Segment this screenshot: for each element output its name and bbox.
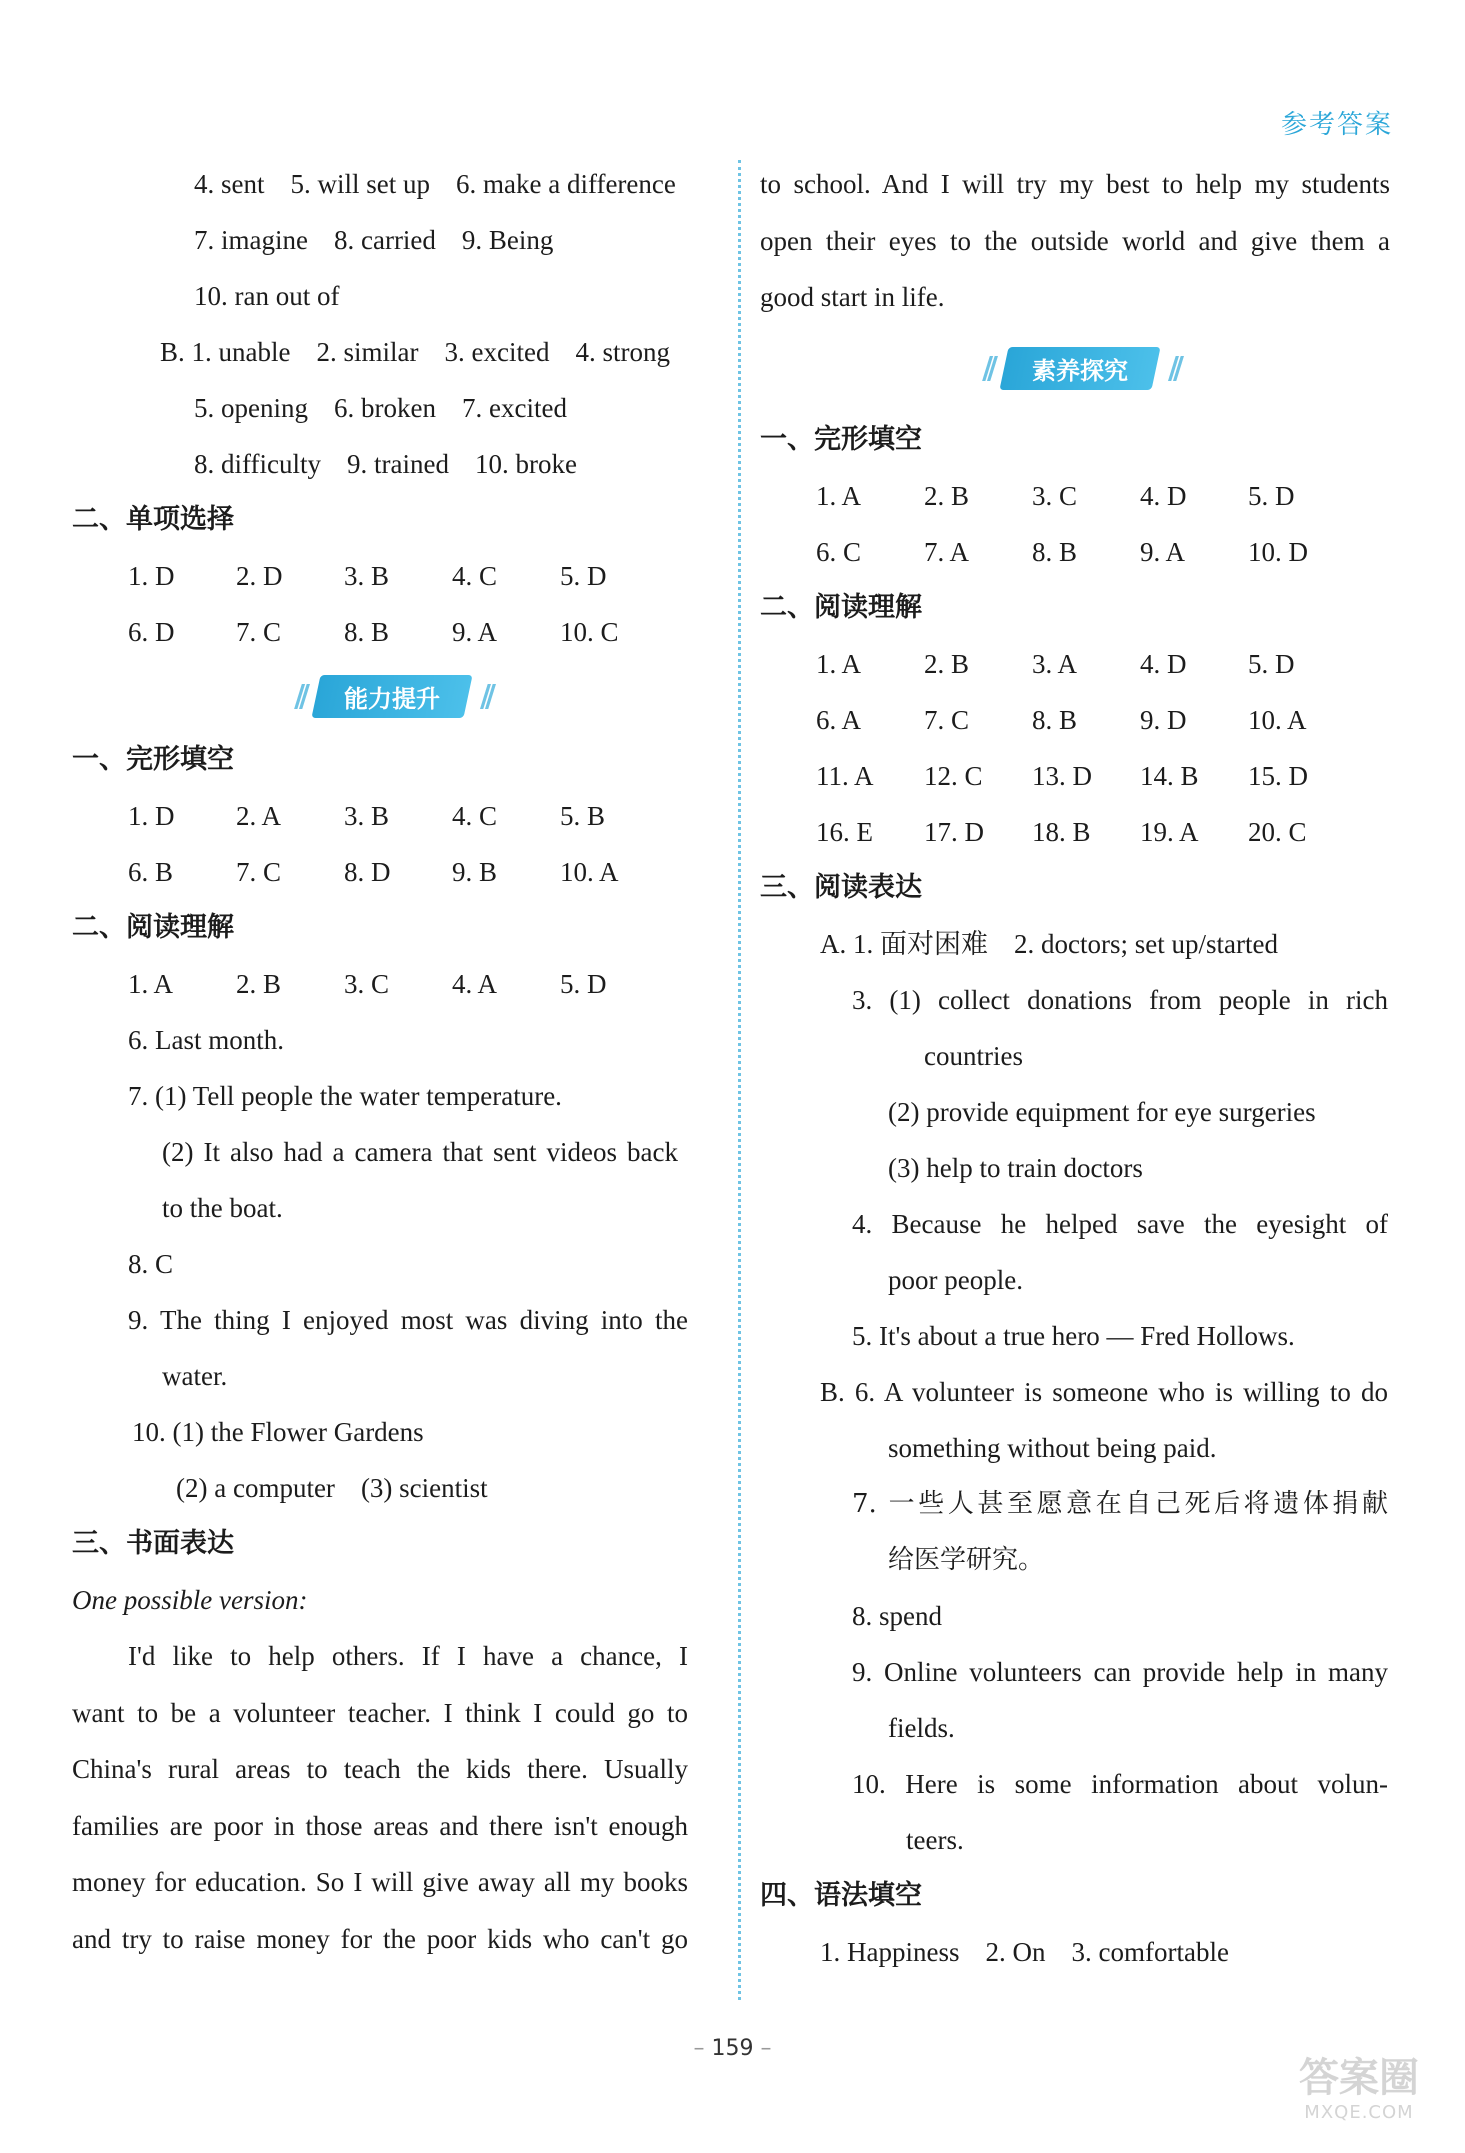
answer-cell: 18. B xyxy=(1032,816,1091,847)
answer-item: 4. sent xyxy=(194,169,265,199)
section-heading: 一、完形填空 xyxy=(760,423,922,455)
answer-cell: 2. B xyxy=(924,480,970,511)
answer-line: 8. spend xyxy=(852,1600,942,1631)
answer-item: 2. doctors; set up/started xyxy=(1014,928,1278,959)
answer-grid-row xyxy=(760,804,1400,860)
page-header-tag: 参考答案 xyxy=(1280,110,1393,140)
essay-line: and try to raise money for the poor kids who can't go xyxy=(72,1923,688,1954)
answer-item: 8. difficulty xyxy=(194,449,321,479)
answer-line: 9. The thing I enjoyed most was diving into the xyxy=(128,1305,688,1335)
watermark-logo: 答案圈 xyxy=(1299,2055,1419,2101)
section-badge xyxy=(72,660,712,732)
answer-grid-row xyxy=(760,524,1400,580)
column-divider xyxy=(738,160,741,2000)
answer-cell: 20. C xyxy=(1248,816,1307,847)
answer-grid-row xyxy=(760,468,1400,524)
slash-decoration-icon: // xyxy=(480,678,490,714)
page-number-text: 159 xyxy=(711,2036,754,2061)
answer-cell: 7. C xyxy=(924,704,970,735)
essay-line: families are poor in those areas and there isn't enough xyxy=(72,1810,688,1841)
answer-item: A. 1. 面对困难 xyxy=(820,928,988,959)
answer-line: 10. (1) the Flower Gardens xyxy=(132,1417,424,1447)
site-watermark xyxy=(1279,2055,1439,2135)
answer-cell: 1. D xyxy=(128,561,175,591)
answer-item: (2) a computer xyxy=(176,1473,335,1503)
answer-cell: 9. B xyxy=(452,857,498,887)
section-heading: 四、语法填空 xyxy=(760,1879,922,1911)
answer-item: 7. excited xyxy=(461,393,567,423)
answer-line: 7. (1) Tell people the water temperature. xyxy=(128,1081,562,1111)
answer-cell: 6. B xyxy=(128,857,174,887)
slash-decoration-icon: // xyxy=(982,351,992,386)
answer-cell: 6. C xyxy=(816,536,862,567)
answer-item: 6. make a difference xyxy=(456,169,676,199)
answer-line xyxy=(72,436,712,492)
section-badge xyxy=(760,326,1400,412)
answer-item: 2. On xyxy=(985,1936,1046,1967)
answer-cell: 2. A xyxy=(236,801,282,831)
essay-line: want to be a volunteer teacher. I think I could go to xyxy=(72,1697,688,1728)
answer-cell: 10. A xyxy=(560,857,619,887)
answer-line: 6. Last month. xyxy=(128,1025,284,1055)
answer-item: 3. excited xyxy=(444,337,550,367)
answer-line: to the boat. xyxy=(162,1193,283,1223)
answer-cell: 7. A xyxy=(924,536,970,567)
answer-cell: 8. D xyxy=(344,857,391,887)
answer-line: 10. Here is some information about volun- xyxy=(852,1768,1388,1799)
answer-line: B. 6. A volunteer is someone who is willing to do xyxy=(820,1376,1388,1407)
answer-cell: 11. A xyxy=(816,760,874,791)
answer-line: something without being paid. xyxy=(888,1432,1217,1463)
essay-line: I'd like to help others. If I have a chance, I xyxy=(128,1641,688,1671)
answer-line xyxy=(760,916,1400,972)
answer-item: 7. imagine xyxy=(194,225,308,255)
answer-cell: 9. A xyxy=(1140,536,1186,567)
answer-line: (3) help to train doctors xyxy=(888,1152,1143,1183)
answer-item: 8. carried xyxy=(333,225,436,255)
answer-cell: 7. C xyxy=(236,617,282,647)
badge-label: 素养探究 xyxy=(999,347,1160,390)
answer-cell: 1. A xyxy=(816,480,862,511)
answer-cell: 8. B xyxy=(1032,536,1078,567)
answer-cell: 13. D xyxy=(1032,760,1092,791)
answer-line: 4. Because he helped save the eyesight of xyxy=(852,1208,1388,1239)
answer-item: 5. will set up xyxy=(290,169,430,199)
answer-cell: 5. D xyxy=(1248,480,1295,511)
answer-line xyxy=(72,380,712,436)
answer-cell: 8. B xyxy=(344,617,390,647)
answer-grid-row xyxy=(760,692,1400,748)
section-heading: 二、单项选择 xyxy=(72,504,234,535)
answer-item: 6. broken xyxy=(334,393,436,423)
section-heading: 三、书面表达 xyxy=(72,1528,234,1559)
answer-line: (2) provide equipment for eye surgeries xyxy=(888,1096,1316,1127)
watermark-url: MXQE.COM xyxy=(1304,2102,1414,2123)
answer-cell: 17. D xyxy=(924,816,984,847)
answer-cell: 10. D xyxy=(1248,536,1308,567)
answer-line: countries xyxy=(924,1040,1023,1071)
answer-line xyxy=(72,324,712,380)
badge-label: 能力提升 xyxy=(311,675,472,718)
page-number: – 159 – xyxy=(693,2036,772,2061)
answer-cell: 3. C xyxy=(344,969,390,999)
answer-cell: 1. A xyxy=(816,648,862,679)
right-column xyxy=(760,156,1400,1980)
answer-line xyxy=(760,1924,1400,1980)
answer-cell: 4. D xyxy=(1140,648,1187,679)
answer-line: 5. It's about a true hero — Fred Hollows. xyxy=(852,1320,1295,1351)
answer-cell: 5. D xyxy=(1248,648,1295,679)
essay-line: China's rural areas to teach the kids there. Usually xyxy=(72,1754,688,1784)
answer-cell: 6. D xyxy=(128,617,175,647)
answer-cell: 5. D xyxy=(560,969,607,999)
answer-cell: 1. D xyxy=(128,801,175,831)
answer-line: 9. Online volunteers can provide help in many xyxy=(852,1656,1388,1687)
answer-grid-row xyxy=(72,956,712,1012)
version-label: One possible version: xyxy=(72,1585,308,1615)
answer-grid-row xyxy=(760,748,1400,804)
answer-line xyxy=(72,212,712,268)
answer-line: 给医学研究。 xyxy=(888,1544,1045,1575)
section-heading: 三、阅读表达 xyxy=(760,871,922,903)
answer-item: B. 1. unable xyxy=(160,337,291,367)
answer-cell: 10. A xyxy=(1248,704,1307,735)
answer-cell: 5. B xyxy=(560,801,606,831)
answer-cell: 3. B xyxy=(344,801,390,831)
answer-line: poor people. xyxy=(888,1264,1023,1295)
essay-line: open their eyes to the outside world and give them a xyxy=(760,225,1390,256)
answer-cell: 12. C xyxy=(924,760,983,791)
answer-item: 4. strong xyxy=(575,337,670,367)
answer-item: 10. broke xyxy=(474,449,577,479)
answer-cell: 1. A xyxy=(128,969,174,999)
answer-cell: 9. D xyxy=(1140,704,1187,735)
answer-grid-row xyxy=(72,604,712,660)
answer-cell: 6. A xyxy=(816,704,862,735)
answer-cell: 7. C xyxy=(236,857,282,887)
answer-item: 1. Happiness xyxy=(820,1936,960,1967)
essay-line: good start in life. xyxy=(760,282,945,312)
slash-decoration-icon: // xyxy=(294,678,304,714)
answer-grid-row xyxy=(72,548,712,604)
answer-grid-row xyxy=(72,788,712,844)
answer-cell: 19. A xyxy=(1140,816,1199,847)
section-heading: 二、阅读理解 xyxy=(72,912,234,943)
left-column xyxy=(72,156,712,1967)
answer-line: 3. (1) collect donations from people in rich xyxy=(852,984,1388,1015)
essay-line: money for education. So I will give away all my books xyxy=(72,1867,688,1897)
answer-item: (3) scientist xyxy=(360,1473,488,1503)
answer-item: 9. Being xyxy=(461,225,554,255)
essay-continuation xyxy=(760,156,1390,326)
answer-cell: 4. A xyxy=(452,969,498,999)
answer-line: (2) It also had a camera that sent videos back xyxy=(162,1137,678,1167)
answer-line xyxy=(72,1460,712,1516)
answer-cell: 2. B xyxy=(236,969,282,999)
answer-cell: 10. C xyxy=(560,617,619,647)
answer-cell: 14. B xyxy=(1140,760,1199,791)
essay-line: to school. And I will try my best to help my students xyxy=(760,169,1390,199)
answer-cell: 16. E xyxy=(816,816,873,847)
answer-line: teers. xyxy=(906,1824,964,1855)
essay-paragraph xyxy=(72,1628,688,1967)
answer-line: water. xyxy=(162,1361,228,1391)
section-heading: 二、阅读理解 xyxy=(760,591,922,623)
answer-cell: 5. D xyxy=(560,561,607,591)
answer-cell: 3. C xyxy=(1032,480,1078,511)
answer-cell: 8. B xyxy=(1032,704,1078,735)
answer-line: 8. C xyxy=(128,1249,174,1279)
section-heading: 一、完形填空 xyxy=(72,744,234,775)
answer-cell: 9. A xyxy=(452,617,498,647)
answer-cell: 2. B xyxy=(924,648,970,679)
answer-item: 9. trained xyxy=(346,449,449,479)
answer-cell: 2. D xyxy=(236,561,283,591)
answer-line xyxy=(72,156,712,212)
answer-item: 2. similar xyxy=(316,337,419,367)
answer-cell: 15. D xyxy=(1248,760,1308,791)
answer-cell: 4. D xyxy=(1140,480,1187,511)
answer-item: 5. opening xyxy=(194,393,308,423)
answer-cell: 3. B xyxy=(344,561,390,591)
slash-decoration-icon: // xyxy=(1168,351,1178,386)
answer-line: 7. 一些人甚至愿意在自己死后将遗体捐献 xyxy=(852,1488,1388,1519)
answer-cell: 4. C xyxy=(452,561,498,591)
answer-line: fields. xyxy=(888,1712,955,1743)
answer-cell: 3. A xyxy=(1032,648,1078,679)
answer-grid-row xyxy=(72,844,712,900)
answer-line: 10. ran out of xyxy=(194,281,340,311)
answer-grid-row xyxy=(760,636,1400,692)
answer-cell: 4. C xyxy=(452,801,498,831)
answer-item: 3. comfortable xyxy=(1071,1936,1229,1967)
